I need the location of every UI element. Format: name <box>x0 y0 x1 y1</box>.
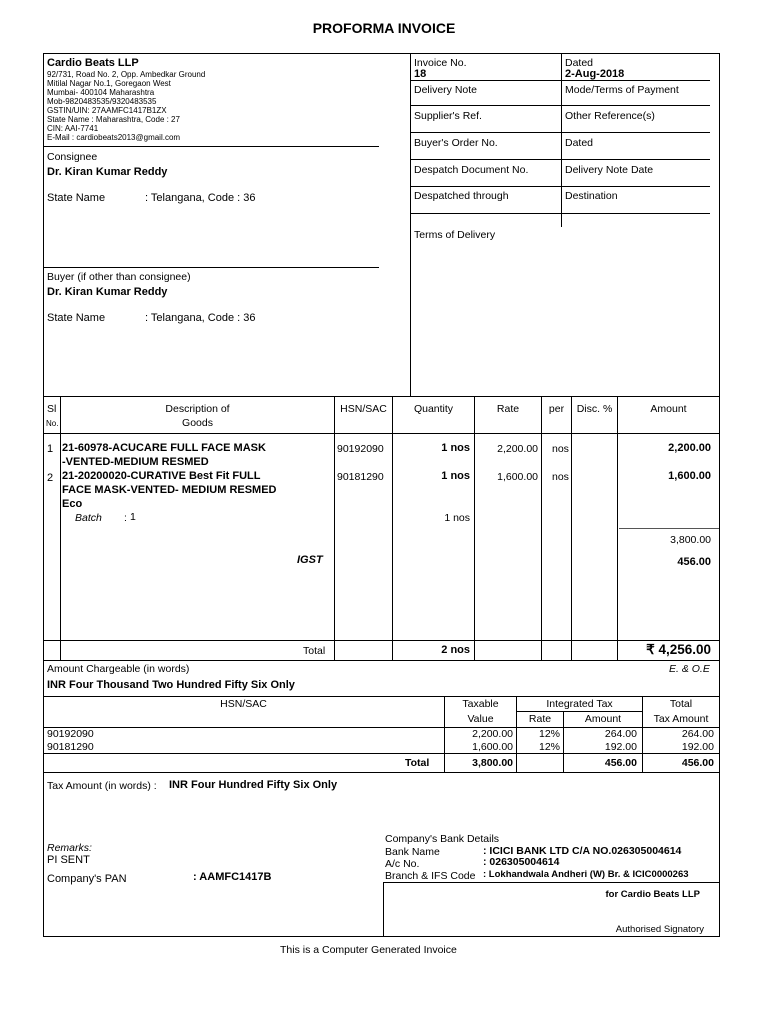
consignee-state-label: State Name <box>47 192 106 204</box>
tax-row-amount: 264.00 <box>604 728 637 740</box>
invoice-no-label: Invoice No. <box>414 57 467 69</box>
authorised-signatory: Authorised Signatory <box>615 924 704 935</box>
item-per: nos <box>552 471 569 483</box>
seller-state: State Name : Maharashtra, Code : 27 <box>47 115 180 124</box>
tax-table-bottom <box>43 772 720 773</box>
header-row-line <box>410 132 710 133</box>
seller-cin: CIN: AAI-7741 <box>47 124 99 133</box>
eoe-label: E. & O.E <box>669 663 710 675</box>
bank-details-title: Company's Bank Details <box>385 833 500 845</box>
tax-total-total: 456.00 <box>681 757 714 769</box>
item-sl: 2 <box>47 472 54 484</box>
buyer-state-label: State Name <box>47 312 106 324</box>
frame-top <box>43 53 720 54</box>
despatched-through-label: Despatched through <box>414 190 509 202</box>
igst-amount: 456.00 <box>677 556 711 568</box>
seller-gstin: GSTIN/UIN: 27AAMFC1417B1ZX <box>47 106 167 115</box>
tax-header-tax-amount: Tax Amount <box>653 713 709 725</box>
item-quantity: 1 nos <box>441 470 470 482</box>
header-row-line <box>410 213 710 214</box>
other-refs-label: Other Reference(s) <box>565 110 655 122</box>
buyer-label: Buyer (if other than consignee) <box>47 271 191 283</box>
items-top-line <box>43 396 720 397</box>
col-header-description: Description of <box>165 403 230 415</box>
items-total-bottom-line <box>43 660 720 661</box>
tax-row-hsn: 90181290 <box>47 741 94 753</box>
tax-total-taxable: 3,800.00 <box>472 757 513 769</box>
buyers-order-label: Buyer's Order No. <box>414 137 498 149</box>
items-header-line <box>43 433 720 434</box>
item-description: Eco <box>62 498 83 510</box>
tax-header-value: Value <box>467 713 494 725</box>
col-header-quantity: Quantity <box>413 403 454 415</box>
consignee-label: Consignee <box>47 151 98 163</box>
delivery-note-label: Delivery Note <box>414 84 478 96</box>
col-header-per: per <box>548 403 565 415</box>
tax-total-amount: 456.00 <box>604 757 637 769</box>
tax-row-total: 192.00 <box>681 741 714 753</box>
tax-row-amount: 192.00 <box>604 741 637 753</box>
tax-row-rate: 12% <box>538 728 560 740</box>
tax-row-hsn: 90192090 <box>47 728 94 740</box>
col-divider <box>571 396 572 660</box>
seller-address-line: 92/731, Road No. 2, Opp. Ambedkar Ground <box>47 70 206 79</box>
tax-header-hsn: HSN/SAC <box>220 698 267 710</box>
pan-value: : AAMFC1417B <box>193 871 272 883</box>
tax-header-amount: Amount <box>584 713 622 725</box>
item-hsn: 90192090 <box>337 443 384 455</box>
seller-name: Cardio Beats LLP <box>47 57 139 69</box>
dated-value: 2-Aug-2018 <box>565 68 625 80</box>
ifs-code-label: Branch & IFS Code <box>385 870 476 882</box>
col-header-no: No. <box>46 419 59 428</box>
seller-address-line: Mumbai- 400104 Maharashtra <box>47 88 155 97</box>
item-rate: 1,600.00 <box>497 471 538 483</box>
header-row-line <box>410 159 710 160</box>
tax-header-total: Total <box>669 698 693 710</box>
consignee-name: Dr. Kiran Kumar Reddy <box>47 166 168 178</box>
tax-table-top <box>43 696 720 697</box>
remarks-label: Remarks: <box>47 842 92 854</box>
col-divider <box>474 396 475 660</box>
col-header-goods: Goods <box>182 417 213 429</box>
frame-right <box>719 53 720 937</box>
tax-table-total-top <box>43 753 720 754</box>
col-header-sl: Sl <box>47 403 57 415</box>
subtotal-value: 3,800.00 <box>670 534 711 546</box>
destination-label: Destination <box>565 190 618 202</box>
grand-total: ₹ 4,256.00 <box>646 642 711 657</box>
batch-quantity: 1 nos <box>444 512 470 524</box>
for-company: for Cardio Beats LLP <box>605 889 700 900</box>
total-label: Total <box>303 645 326 657</box>
tax-amount-in-words: INR Four Hundred Fifty Six Only <box>169 779 338 791</box>
signature-box-top <box>383 882 720 883</box>
frame-bottom <box>43 936 720 937</box>
igst-label: IGST <box>297 554 323 566</box>
items-total-top-line <box>43 640 720 641</box>
item-description: 21-60978-ACUCARE FULL FACE MASK <box>62 442 266 454</box>
item-description: 21-20200020-CURATIVE Best Fit FULL <box>62 470 261 482</box>
item-amount: 2,200.00 <box>668 442 711 454</box>
terms-delivery-label: Terms of Delivery <box>414 229 496 241</box>
tax-row-rate: 12% <box>538 741 560 753</box>
item-description: FACE MASK-VENTED- MEDIUM RESMED <box>62 484 277 496</box>
igst-subheader-line <box>516 711 642 712</box>
amount-words-label: Amount Chargeable (in words) <box>47 663 190 675</box>
bank-name-label: Bank Name <box>385 846 440 858</box>
consignee-state-value: : Telangana, Code : 36 <box>145 192 256 204</box>
item-amount: 1,600.00 <box>668 470 711 482</box>
header-row-line <box>410 186 710 187</box>
col-divider <box>617 396 618 660</box>
dated-label: Dated <box>565 57 594 69</box>
subtotal-line <box>619 528 719 529</box>
footer-note: This is a Computer Generated Invoice <box>280 944 457 956</box>
tax-row-total: 264.00 <box>681 728 714 740</box>
item-rate: 2,200.00 <box>497 443 538 455</box>
col-header-disc: Disc. % <box>576 403 613 415</box>
col-divider <box>60 396 61 660</box>
item-sl: 1 <box>47 443 54 455</box>
delivery-note-date-label: Delivery Note Date <box>565 164 654 176</box>
seller-address-line: Mitilal Nagar No.1, Goregaon West <box>47 79 171 88</box>
item-per: nos <box>552 443 569 455</box>
item-quantity: 1 nos <box>441 442 470 454</box>
col-header-amount: Amount <box>650 403 687 415</box>
tax-header-taxable: Taxable <box>462 698 499 710</box>
header-row-line <box>410 80 710 81</box>
account-no-value: : 026305004614 <box>483 856 560 868</box>
item-description: -VENTED-MEDIUM RESMED <box>62 456 209 468</box>
header-row-line <box>410 105 710 106</box>
col-divider <box>541 396 542 660</box>
buyer-state-value: : Telangana, Code : 36 <box>145 312 256 324</box>
tax-header-integrated: Integrated Tax <box>546 698 613 710</box>
suppliers-ref-label: Supplier's Ref. <box>414 110 482 122</box>
invoice-no-value: 18 <box>414 68 427 80</box>
tax-row-taxable: 1,600.00 <box>472 741 513 753</box>
seller-email: E-Mail : cardiobeats2013@gmail.com <box>47 133 181 142</box>
col-divider <box>392 396 393 660</box>
frame-left <box>43 53 44 937</box>
amount-in-words: INR Four Thousand Two Hundred Fifty Six Only <box>47 679 295 691</box>
tax-words-label: Tax Amount (in words) : <box>47 780 157 792</box>
col-divider <box>334 396 335 660</box>
ifs-code-value: : Lokhandwala Andheri (W) Br. & ICIC0000263 <box>483 869 689 880</box>
seller-phone: Mob-9820483535/9320483535 <box>47 97 157 106</box>
batch-value: 1 <box>130 511 136 523</box>
batch-separator: : <box>124 512 127 524</box>
order-dated-label: Dated <box>565 137 594 149</box>
tax-total-label: Total <box>405 757 430 769</box>
remarks-value: PI SENT <box>47 854 90 866</box>
invoice-title: PROFORMA INVOICE <box>312 20 456 36</box>
seller-divider <box>43 146 379 147</box>
account-no-label: A/c No. <box>385 858 420 870</box>
consignee-divider <box>43 267 379 268</box>
item-hsn: 90181290 <box>337 471 384 483</box>
mode-terms-label: Mode/Terms of Payment <box>565 84 679 96</box>
despatch-doc-label: Despatch Document No. <box>414 164 529 176</box>
buyer-name: Dr. Kiran Kumar Reddy <box>47 286 168 298</box>
pan-label: Company's PAN <box>47 873 127 885</box>
tax-header-rate: Rate <box>528 713 552 725</box>
batch-label: Batch <box>75 512 102 524</box>
bank-name-value: : ICICI BANK LTD C/A NO.026305004614 <box>483 845 682 857</box>
col-header-rate: Rate <box>496 403 520 415</box>
tax-row-taxable: 2,200.00 <box>472 728 513 740</box>
col-header-hsn: HSN/SAC <box>340 403 387 415</box>
total-quantity: 2 nos <box>441 644 470 656</box>
